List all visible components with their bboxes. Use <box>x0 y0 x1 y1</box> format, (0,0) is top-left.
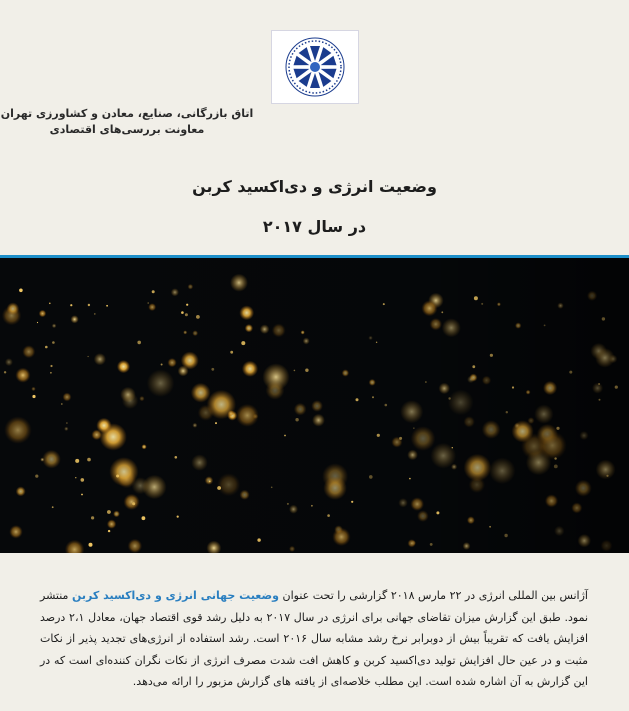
organization-name: اتاق بازرگانی، صنایع، معادن و کشاورزی تهران <box>0 107 254 120</box>
department-name: معاونت بررسی‌های اقتصادی <box>49 123 205 136</box>
chamber-logo <box>271 30 359 104</box>
cover-image <box>0 255 629 553</box>
report-title <box>0 174 629 240</box>
report-name-highlight: وضعیت جهانی انرژی و دی‌اکسید کربن <box>71 589 279 602</box>
summary-prefix: آژانس بین المللی انرژی در ۲۲ مارس ۲۰۱۸ گزارشی را تحت عنوان <box>278 589 588 602</box>
summary-suffix: منتشر نمود. طبق این گزارش میزان تقاضای جهانی برای انرژی در سال ۲۰۱۷ به دلیل رشد قوی اقتصاد جهان، معادل ۲،۱ درصد افزایش یافت که تقریباً بیش از دوبرابر نرخ رشد مشابه سال ۲۰۱۶ است. رشد استفاده از انرژی‌های تجدید پذیر از نکات مثبت و در عین حال افزایش تولید دی‌اکسید کربن و کاهش افت شدت مصرف انرژی از نکات نگران کننده‌ای است که در این گزارش به آن اشاره شده است. این مطلب خلاصه‌ای از یافته های گزارش مزبور را ارائه می‌دهد. <box>40 589 589 688</box>
title-line-2: در سال ۲۰۱۷ <box>262 217 367 236</box>
golden-bokeh-image <box>0 258 629 553</box>
organization-block <box>0 106 257 138</box>
summary-paragraph <box>40 585 588 693</box>
title-line-1: وضعیت انرژی و دی‌اکسید کربن <box>192 177 437 196</box>
